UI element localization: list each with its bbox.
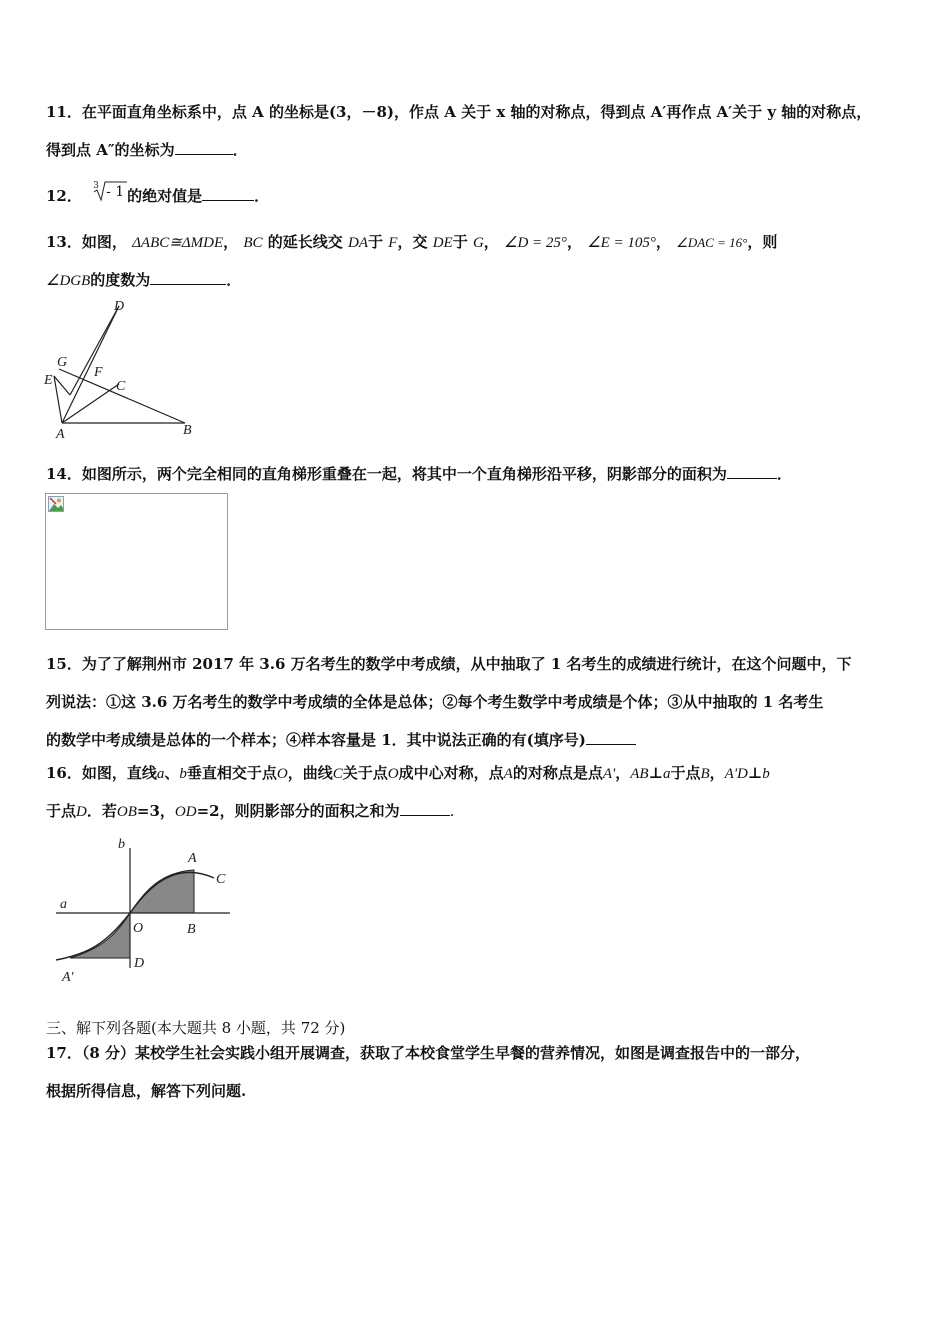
q13-number: 13．如图，: [46, 233, 127, 251]
q16-var-c: C: [332, 766, 343, 782]
q16-var-od: OD: [174, 804, 197, 820]
q13-g: G: [472, 235, 484, 251]
q16-label-c: C: [216, 872, 226, 887]
q12-radical-index: 3: [93, 181, 99, 191]
q16-answer-blank: [400, 801, 450, 816]
q12-line: [46, 181, 270, 206]
q16-label-b: b: [118, 837, 125, 852]
q13-text: ，交: [397, 233, 428, 251]
q17-line1: 17．（8 分）某校学生社会实践小组开展调查，获取了本校食堂学生早餐的营养情况，如图是调查报告中的一部分，: [46, 1044, 811, 1062]
q16-label-d: D: [134, 956, 145, 971]
perpendicular-icon: ⊥: [648, 764, 663, 782]
q12-cube-root: [93, 181, 127, 206]
q13-line2: [46, 270, 241, 291]
q16-label-a-prime: A′: [62, 970, 74, 985]
q12-radicand: - 1: [106, 184, 125, 200]
q16-var-b-point: B: [700, 766, 710, 782]
q13-de: DE: [432, 235, 453, 251]
q13-angle-d: ∠D = 25°: [504, 235, 567, 251]
q14-line: [46, 464, 792, 484]
q16-text: ．若: [86, 802, 117, 820]
q14-end: ．: [776, 465, 792, 483]
q13-sep: ，: [223, 233, 239, 251]
q13-text: 的延长线交: [267, 233, 343, 251]
q16-text: 16．如图，直线: [46, 764, 157, 782]
q16-var-o: O: [387, 766, 399, 782]
q16-shaded-region-left: [70, 913, 130, 958]
q13-text: 于: [452, 233, 468, 251]
q13-text: ，: [566, 233, 582, 251]
q16-label-a: a: [60, 897, 67, 912]
q12-text: 的绝对值是: [127, 187, 203, 205]
q16-line1: [46, 763, 770, 784]
q11-line2: [46, 140, 248, 160]
q13-end: ．: [226, 271, 242, 289]
q12-number: 12．: [46, 187, 82, 205]
q13-answer-blank: [150, 270, 226, 285]
q16-text: ，: [709, 764, 725, 782]
q13-label-d: D: [114, 299, 125, 314]
q13-bc: BC: [243, 235, 263, 251]
q13-da: DA: [348, 235, 369, 251]
q11-answer-blank: [175, 140, 233, 155]
q13-text: 于: [368, 233, 384, 251]
q13-label-a: A: [56, 427, 65, 442]
section-3-title: 三、解下列各题(本大题共 8 小题，共 72 分): [46, 1019, 346, 1037]
q13-angle-e: ∠E = 105°: [587, 235, 656, 251]
q15-line1: 15．为了了解荆州市 2017 年 3.6 万名考生的数学中考成绩，从中抽取了 1 名考生的成绩进行统计，在这个问题中，下: [46, 655, 852, 673]
q16-var-b: b: [762, 766, 770, 782]
q13-congruence: ΔABC≅ΔMDE: [132, 235, 224, 251]
q16-text: 的对称点是点: [512, 764, 603, 782]
q16-var-apd: A'D: [724, 766, 748, 782]
q13-line1: [46, 232, 777, 253]
q16-curve-figure: [48, 836, 238, 988]
q13-label-b: B: [183, 423, 192, 438]
q16-var-o: O: [276, 766, 288, 782]
q16-text: 垂直相交于点: [186, 764, 277, 782]
q13-figure-lines: [54, 306, 185, 423]
q13-f: F: [388, 235, 398, 251]
q11-line1: 11．在平面直角坐标系中，点 A 的坐标是(3，－8)，作点 A 关于 x 轴的对称点，得到点 A′再作点 A′关于 y 轴的对称点，: [46, 103, 872, 121]
q13-label-c: C: [116, 379, 126, 394]
q17-line2: 根据所得信息，解答下列问题.: [46, 1082, 247, 1100]
broken-image-icon: [48, 496, 64, 512]
perpendicular-icon: ⊥: [747, 764, 763, 782]
q16-text: =2，则阴影部分的面积之和为: [196, 802, 400, 820]
q12-answer-blank: [202, 186, 254, 201]
q16-var-a: a: [156, 766, 165, 782]
q16-text: ，: [615, 764, 631, 782]
q14-text: 14．如图所示，两个完全相同的直角梯形重叠在一起，将其中一个直角梯形沿平移，阴影部分的面积为: [46, 465, 727, 483]
q15-line2: 列说法：①这 3.6 万名考生的数学中考成绩的全体是总体；②每个考生数学中考成绩是个体；③从中抽取的 1 名考生: [46, 693, 824, 711]
q16-text: 、: [164, 764, 180, 782]
q16-var-d: D: [76, 804, 87, 820]
q16-text: ，曲线: [287, 764, 333, 782]
q16-var-ab: AB: [630, 766, 649, 782]
q16-text: 关于点: [342, 764, 388, 782]
q16-text: 于点: [46, 802, 77, 820]
q14-answer-blank: [727, 464, 777, 479]
q13-label-e: E: [44, 373, 53, 388]
q15-line3: [46, 730, 636, 750]
q16-var-a: a: [662, 766, 671, 782]
q15-answer-blank: [586, 730, 636, 745]
q13-angle-dgb: ∠DGB: [46, 273, 91, 289]
q16-label-o: O: [133, 921, 144, 936]
q11-text: 得到点 A″的坐标为: [46, 141, 175, 159]
q13-label-g: G: [57, 355, 68, 370]
q15-text: 的数学中考成绩是总体的一个样本；④样本容量是 1．其中说法正确的有(填序号): [46, 731, 586, 749]
q16-var-ob: OB: [116, 804, 137, 820]
q13-triangle-figure: [40, 296, 210, 442]
q16-text: 于点: [670, 764, 701, 782]
q13-angle-dac: ∠DAC = 16°: [676, 235, 748, 250]
q16-end: .: [449, 802, 455, 820]
q13-text: 的度数为: [90, 271, 151, 289]
q12-end: ．: [254, 187, 270, 205]
q16-text: 成中心对称，点: [398, 764, 504, 782]
q14-missing-figure: [45, 493, 228, 630]
q16-shaded-region-right: [130, 870, 194, 913]
q13-label-f: F: [94, 365, 103, 380]
q13-text: ，: [655, 233, 671, 251]
q16-label-a-point: A: [188, 851, 197, 866]
q16-var-a-prime: A': [602, 766, 616, 782]
q16-line2: [46, 801, 454, 822]
q11-end: ．: [232, 141, 248, 159]
q16-label-b-point: B: [187, 922, 196, 937]
q16-var-b: b: [179, 766, 187, 782]
q16-var-a-point: A: [503, 766, 513, 782]
q13-text: ，则: [747, 233, 778, 251]
q16-text: =3，: [136, 802, 175, 820]
q13-text: ，: [483, 233, 499, 251]
